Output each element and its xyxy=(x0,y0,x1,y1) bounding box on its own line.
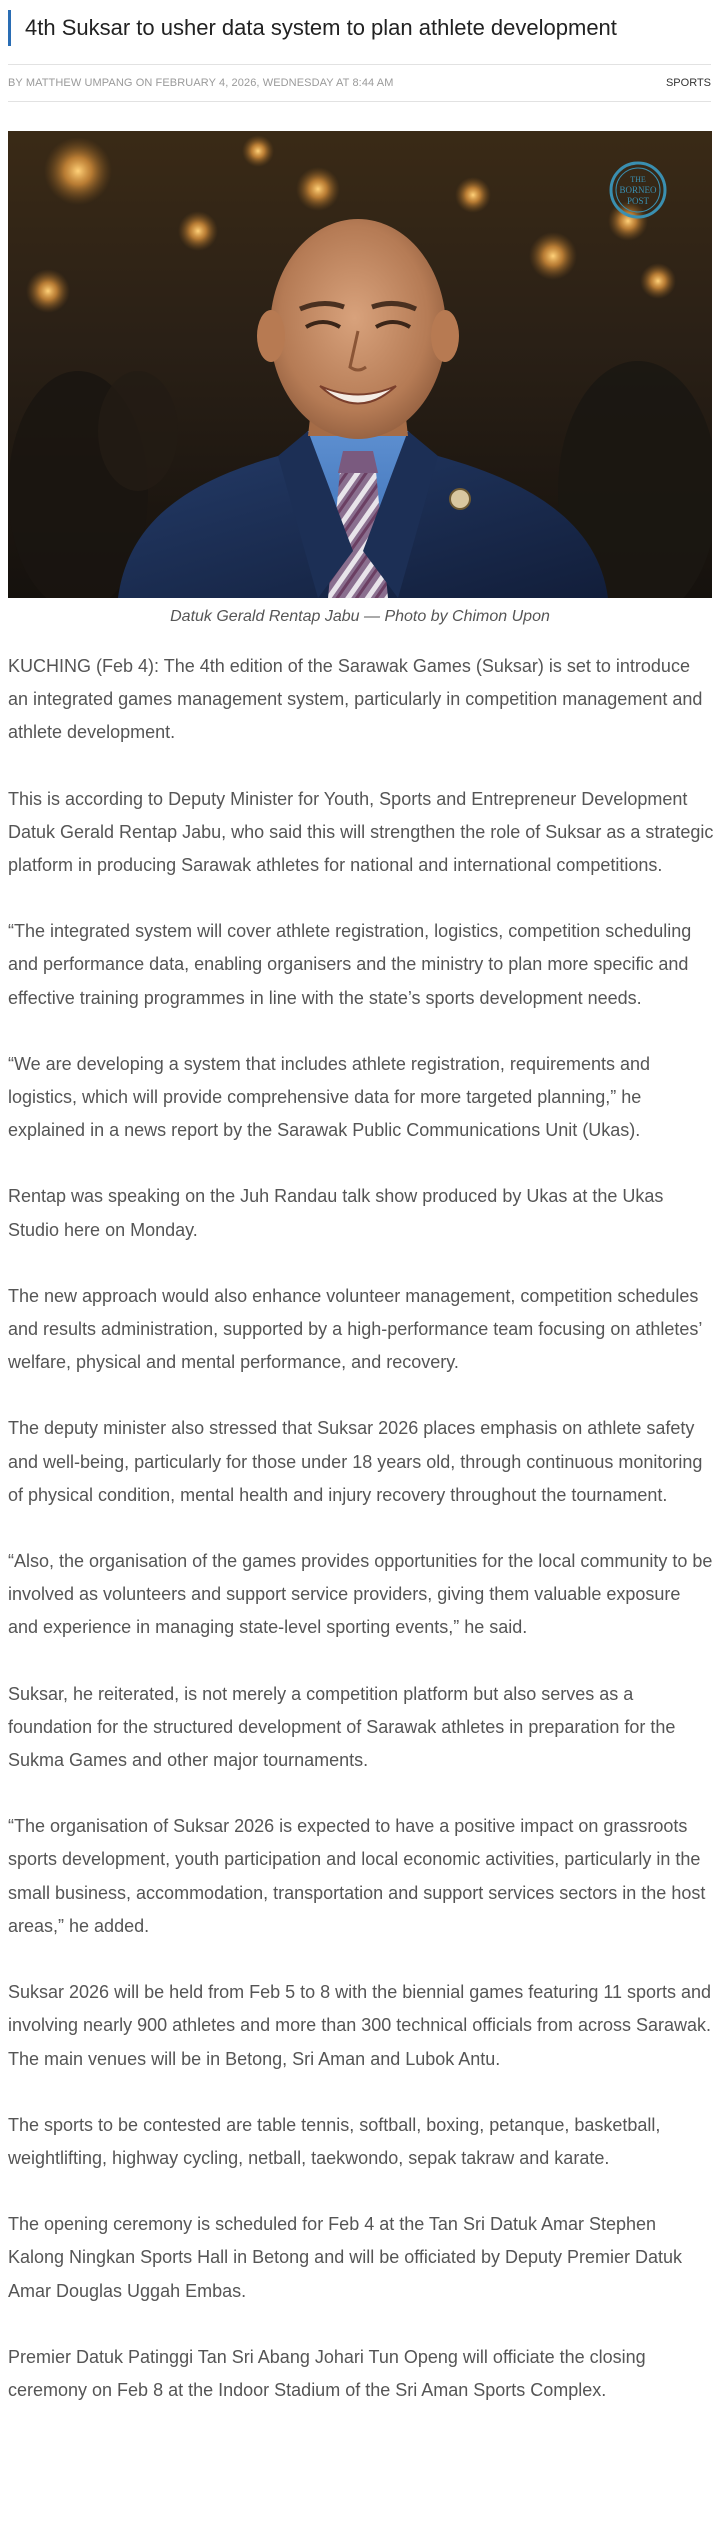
watermark-text-1: THE xyxy=(630,175,646,184)
watermark-text-2: BORNEO xyxy=(619,185,657,195)
article-paragraph: The opening ceremony is scheduled for Feb 4 at the Tan Sri Datuk Amar Stephen Kalong Ningkan Sports Hall in Betong and will be officiated by Deputy Premier Datuk Amar Douglas Uggah Embas. xyxy=(8,2214,683,2301)
article-paragraph: “We are developing a system that includes athlete registration, requirements and logistics, which will provide comprehensive data for more targeted planning,” he explained in a news report by the Sarawak Public Communications Unit (Ukas). xyxy=(8,1053,651,1141)
article-paragraph: “The integrated system will cover athlete registration, logistics, competition scheduling and performance data, enabling organisers and the ministry to plan more specific and effective training programmes in line with the state’s sports development needs. xyxy=(8,921,692,1008)
article-paragraph: This is according to Deputy Minister for Youth, Sports and Entrepreneur Development Datuk Gerald Rentap Jabu, who said this will strengthen the role of Suksar as a strategic platform in producing Sarawak athletes for national and international competitions. xyxy=(8,788,714,876)
article-paragraph: Suksar 2026 will be held from Feb 5 to 8 with the biennial games featuring 11 sports and involving nearly 900 athletes and more than 300 technical officials from across Sarawak. The main venues will be in Betong, Sri Aman and Lubok Antu. xyxy=(8,1982,712,2069)
headline-block xyxy=(8,10,708,46)
article-paragraph: The deputy minister also stressed that Suksar 2026 places emphasis on athlete safety and well-being, particularly for those under 18 years old, through continuous monitoring of physical condition, mental health and injury recovery throughout the tournament. xyxy=(8,1418,703,1505)
category-link-sports[interactable]: SPORTS xyxy=(665,77,711,89)
article-paragraph: “Also, the organisation of the games provides opportunities for the local community to be involved as volunteers and support service providers, giving them valuable exposure and experience in managing state-level sporting events,” he said. xyxy=(8,1551,713,1638)
watermark-text-3: POST xyxy=(626,196,650,206)
article-meta-bar xyxy=(8,64,711,102)
article-paragraph: “The organisation of Suksar 2026 is expected to have a positive impact on grassroots sports development, youth participation and local economic activities, particularly in the small business, accommodation, transportation and support services sectors in the host areas,” he added. xyxy=(8,1816,706,1936)
article-photo xyxy=(8,131,712,598)
article-paragraph: The new approach would also enhance volunteer management, competition schedules and results administration, supported by a high-performance team focusing on athletes’ welfare, physical and mental performance, and recovery. xyxy=(8,1285,702,1373)
article-paragraph: KUCHING (Feb 4): The 4th edition of the Sarawak Games (Suksar) is set to introduce an integrated games management system, particularly in competition management and athlete development. xyxy=(8,656,703,743)
article-byline: BY MATTHEW UMPANG ON FEBRUARY 4, 2026, WEDNESDAY AT 8:44 AM xyxy=(8,77,394,89)
photo-caption: Datuk Gerald Rentap Jabu — Photo by Chimon Upon xyxy=(170,608,550,625)
article-paragraph: Suksar, he reiterated, is not merely a competition platform but also serves as a foundation for the structured development of Sarawak athletes in preparation for the Sukma Games and other major tournaments. xyxy=(8,1683,676,1771)
article-paragraph: Premier Datuk Patinggi Tan Sri Abang Johari Tun Openg will officiate the closing ceremony on Feb 8 at the Indoor Stadium of the Sri Aman Sports Complex. xyxy=(8,2346,646,2400)
article-body xyxy=(8,650,714,2440)
article-headline: 4th Suksar to usher data system to plan athlete development xyxy=(25,15,617,40)
article-paragraph: The sports to be contested are table tennis, softball, boxing, petanque, basketball, weightlifting, highway cycling, netball, taekwondo, sepak takraw and karate. xyxy=(8,2114,661,2168)
article-paragraph: Rentap was speaking on the Juh Randau talk show produced by Ukas at the Ukas Studio here on Monday. xyxy=(8,1186,664,1240)
